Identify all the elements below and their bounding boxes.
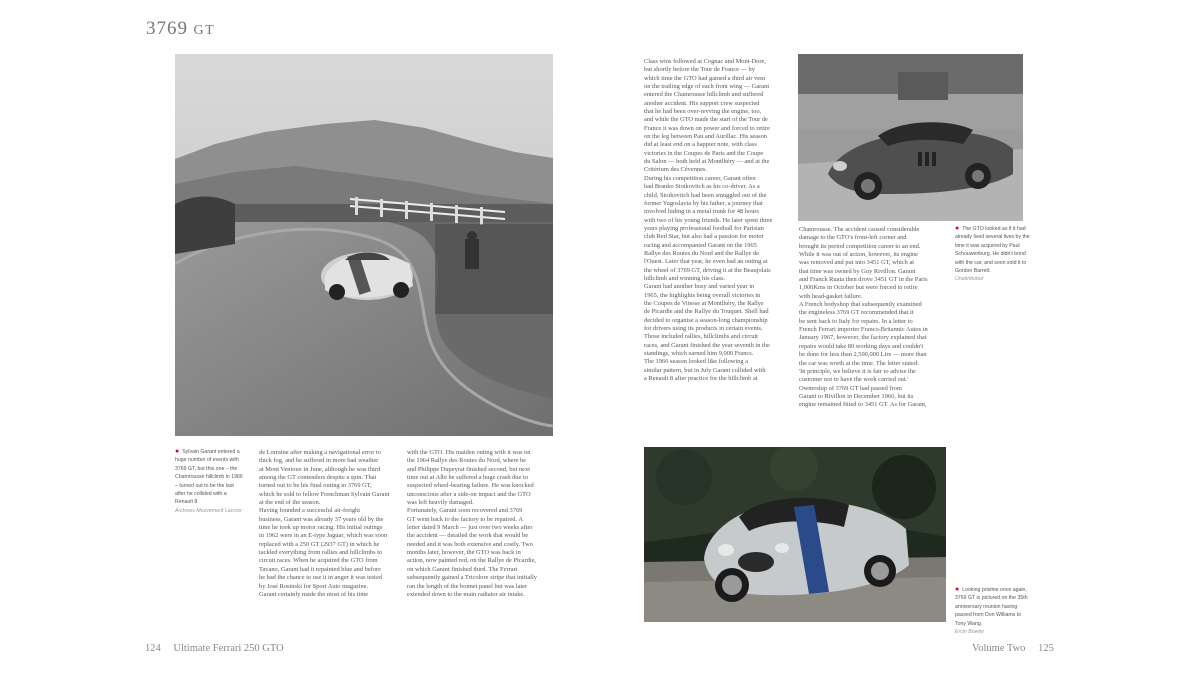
caption-line: Paul Schouwenburg.: [955, 242, 1020, 258]
text-line: Rallye des Routes du Nord and the Rallye de: [644, 249, 760, 257]
text-line: tackled everything from rallies and hillclimbs to: [259, 549, 383, 557]
text-line: for drivers using its products in certain events.: [644, 325, 763, 332]
text-line: the Coupes de Vitesse at Montlhéry, the Rallye: [644, 299, 764, 307]
text-line: standings, which earned him 9,000 Francs.: [644, 350, 754, 358]
text-line: and Franck Ruata then drove 3451 GT in the Paris: [799, 276, 928, 284]
text-line: suspected wheel-bearing failure. He was knocked: [407, 482, 534, 490]
text-line: with head-gasket failure.: [799, 292, 863, 300]
text-line: l'Ouest. Later that year, he even had an outing at: [644, 258, 768, 266]
text-line: was left heavily damaged.: [407, 499, 474, 507]
text-line: Fortunately, Garant soon recovered and 3769: [407, 507, 523, 515]
text-line: customer not to have the work carried out.': [799, 376, 909, 384]
text-line: at the end of the season.: [259, 499, 321, 507]
caption-line: time it was acquired by: [955, 242, 1008, 249]
caption-line: ● Sylvain Garant: [175, 448, 217, 455]
text-line: that time was owned by Guy Rivillon. Garant: [799, 267, 916, 275]
text-line: with two of his young friends. He later spent three: [644, 216, 773, 224]
text-line: child, Stoikovitch had been smuggled out of the: [644, 191, 767, 199]
caption-line: the last after he collided: [175, 482, 234, 498]
text-line: subsequently gained a Tricolore stripe that initially: [407, 574, 537, 582]
caption-line: Gordon Barrett.: [955, 268, 991, 275]
text-line: A French bodyshop that subsequently examined: [799, 301, 922, 309]
text-line: former Yugoslavia by his father, a journey that: [644, 199, 763, 207]
text-line: which time the GTO had gained a third air vent: [644, 74, 766, 82]
text-line: repairs would take 80 working days and couldn't: [799, 342, 924, 350]
caption-left: [175, 448, 243, 515]
text-line: which he sold to fellow Frenchman Sylvain Garant: [259, 490, 390, 498]
text-line: circuit races. When he acquired the GTO from: [259, 557, 378, 565]
caption-line: with a Renault 8.: [175, 491, 227, 506]
text-line: years playing professional football for Parisian: [644, 224, 764, 232]
text-line: was removed and put into 3451 GT, which at: [799, 259, 915, 267]
text-line: hillclimb and winning his class.: [644, 274, 726, 282]
text-line: engine remained fitted to 3451 GT. As for Garant,: [799, 401, 927, 409]
page-title: [146, 18, 215, 40]
text-line: ran the length of the bonnet panel but was later: [407, 582, 528, 590]
caption-line: Williams to Tony Wang.: [955, 612, 1022, 627]
text-line: races, and Garant finished the year seventh in the: [644, 341, 770, 349]
text-line: Critérium des Cévennes.: [644, 166, 708, 174]
text-line: that he had been over-revving the engine, too,: [644, 108, 762, 116]
text-line: months later, however, the GTO was back in: [407, 549, 521, 557]
page-number-right: 125: [1038, 643, 1054, 654]
text-line: the car was worth at the time. The letter stated:: [799, 359, 919, 367]
caption-line: 1966 – turned out to be: [175, 474, 243, 489]
text-line: on the trailing edge of each front wing — Garant: [644, 83, 770, 91]
text-line: but shortly before the Tour de France — by: [644, 66, 755, 74]
caption-line: ● The GTO looked as: [955, 225, 1008, 232]
text-line: by José Rosinski for Sport Auto magazine.: [259, 582, 369, 590]
text-line: Garant certainly made the most of his time: [259, 590, 369, 598]
silver-car-photo: [644, 447, 946, 622]
caption-line: but this one – the: [197, 465, 238, 472]
text-line: on which Garant finished third. The Ferrari: [407, 565, 518, 573]
text-line: on the leg between Pau and Aurillac. His season: [644, 133, 767, 141]
text-column-left-b: [407, 449, 553, 599]
text-line: club Red Star, but also had a passion for motor: [644, 233, 764, 241]
folio-left: [145, 643, 284, 654]
caption-line: car, and soon sold it to: [974, 259, 1027, 266]
text-line: action, now painted red, on the Rallye de Picardie,: [407, 557, 537, 565]
text-line: the 1964 Rallye des Routes du Nord, where he: [407, 457, 527, 465]
text-line: at Mont Ventoux in June, although he was third: [259, 465, 381, 473]
title-suffix: GT: [193, 23, 216, 38]
volume-label: Volume Two: [972, 643, 1026, 654]
text-line: in 1962 were in an E-type Jaguar, which was soon: [259, 532, 388, 540]
text-column-right-b: [799, 226, 947, 410]
text-line: thick fog, and he suffered in more bad weather: [259, 457, 379, 465]
text-line: another accident. His support crew suspected: [644, 99, 760, 107]
text-line: Tavano, Garant had it repainted blue and before: [259, 565, 381, 573]
text-line: 1,000Kms in October but were forced to retire: [799, 284, 918, 292]
text-line: replaced with a 250 GT (2937 GT) in which he: [259, 540, 380, 548]
caption-line: several lives by the: [985, 234, 1030, 241]
caption-line: of events with 3769 GT,: [175, 457, 239, 472]
text-line: Class wins followed at Cognac and Mont-Dore,: [644, 58, 766, 65]
text-column-left-a: [259, 449, 399, 599]
text-line: 'In principle, we believe it is fair to advise the: [799, 367, 916, 375]
text-line: victories in the Coupes de Paris and the Coupe: [644, 149, 764, 157]
text-line: entered the Chamrousse hillclimb and suffered: [644, 91, 764, 99]
text-line: damage to the GTO's front-left corner and: [799, 234, 907, 242]
text-line: with the GTO. His maiden outing with it was on: [407, 449, 531, 456]
hillclimb-photo: [175, 54, 553, 436]
text-line: The 1966 season looked like following a: [644, 358, 749, 366]
text-line: brought its period competition career to an end.: [799, 242, 921, 250]
text-line: needed and it was both extensive and costly. Two: [407, 540, 533, 548]
car-in-street-icon: [798, 54, 1023, 221]
text-line: 1965, the highlights being overall victories in: [644, 291, 761, 299]
caption-line: entered a huge number: [175, 449, 240, 464]
text-line: de Lorraine after making a navigational error to: [259, 449, 381, 456]
caption-line: ● Looking pristine: [955, 586, 999, 593]
text-line: Chamrousse. The accident caused considerable: [799, 226, 920, 233]
bullet-dot-icon: ●: [955, 586, 960, 593]
text-line: time he took up motor racing. His initial outings: [259, 524, 383, 532]
text-column-right-a: [644, 58, 790, 383]
text-line: letter dated 9 March — just over two weeks after: [407, 524, 533, 532]
text-line: he had the chance to use it in anger it was tested: [259, 574, 382, 582]
caption-right-top: [955, 225, 1030, 284]
caption-right-bottom: [955, 586, 1030, 636]
text-line: similar pattern, but in July Garant collided with: [644, 366, 766, 374]
text-line: Those included rallies, hillclimbs and circuit: [644, 333, 758, 341]
caption-line: pictured on the 35th: [981, 595, 1028, 602]
text-line: did at least end on a happier note, with class: [644, 141, 757, 149]
text-line: be sent back to Italy for repairs. In a letter to: [799, 317, 913, 325]
text-line: among the GT contenders despite a spin. That: [259, 474, 377, 482]
text-line: du Salon — both held at Montlhéry — and at the: [644, 158, 770, 166]
text-line: and Philippe Dupeyrat finished second, but next: [407, 465, 530, 473]
folio-right: [972, 643, 1054, 654]
caption-line: He didn't bond with the: [955, 251, 1026, 266]
text-line: the wheel of 3769 GT, driving it at the Beaujolais: [644, 266, 771, 274]
text-line: involved hiding in a metal trunk for 48 hours: [644, 208, 760, 216]
race-car-on-mountain-road-icon: [175, 54, 553, 436]
text-line: While it was out of action, however, its engine: [799, 251, 919, 259]
text-line: Having founded a successful air-freight: [259, 507, 361, 515]
text-line: the accident — detailed the work that would be: [407, 532, 529, 540]
text-line: the engineless 3769 GT recommended that it: [799, 309, 914, 317]
text-line: business, Garant was already 37 years old by the: [259, 515, 384, 523]
text-line: and while the GTO made the start of the Tour de: [644, 116, 768, 124]
text-line: unconscious after a side-on impact and the GTO: [407, 490, 531, 498]
photo-credit: Ercin Bowler: [955, 629, 985, 636]
text-line: France it was down on power and forced to retire: [644, 124, 770, 132]
bullet-dot-icon: ●: [175, 448, 180, 455]
text-line: a Renault 8 after practice for the hillclimb at: [644, 375, 758, 383]
page-number-left: 124: [145, 643, 161, 654]
caption-line: anniversary reunion: [955, 603, 1001, 610]
text-line: de Picardie and the Rallye du Touquet. Shell had: [644, 308, 769, 316]
text-line: January 1967, however, the factory explained that: [799, 334, 927, 342]
parked-car-photo: [798, 54, 1023, 221]
text-line: be done for less than 2,500,000 Lire — more than: [799, 351, 927, 359]
caption-line: Chamrousse hillclimb in: [175, 474, 230, 481]
photo-credit: Archives Mouvement Lacroix: [175, 507, 242, 514]
text-line: turned out to be his final outing in 3769 GT,: [259, 482, 372, 490]
text-line: French Ferrari importer Franco-Britannic Autos in: [799, 326, 928, 334]
text-line: GT went back to the factory to be repaired. A: [407, 515, 523, 523]
text-line: Garant had another busy and varied year in: [644, 283, 755, 291]
caption-line: once again, 3769 GT is: [955, 587, 1027, 602]
car-on-gravel-icon: [644, 447, 946, 622]
book-title: Ultimate Ferrari 250 GTO: [173, 643, 284, 654]
text-line: decided to organise a season-long championship: [644, 316, 768, 324]
bullet-dot-icon: ●: [955, 225, 960, 232]
text-line: Ownership of 3769 GT had passed from: [799, 384, 902, 392]
text-line: had Branko Stoikovitch as his co-driver. As a: [644, 183, 760, 191]
text-line: Garant to Rivillon in December 1966, but its: [799, 392, 914, 400]
title-number: 3769: [146, 18, 188, 39]
text-line: racing and accompanied Garant on the 1965: [644, 241, 757, 249]
photo-credit: Unattributed: [955, 276, 984, 283]
text-line: time out at Albi he suffered a huge crash due to: [407, 474, 528, 482]
caption-line: if it had already lived: [955, 226, 1026, 241]
text-line: extended down to the main radiator air intake.: [407, 590, 525, 598]
caption-line: having passed from Don: [955, 603, 1018, 619]
text-line: During his competition career, Garant often: [644, 174, 756, 182]
